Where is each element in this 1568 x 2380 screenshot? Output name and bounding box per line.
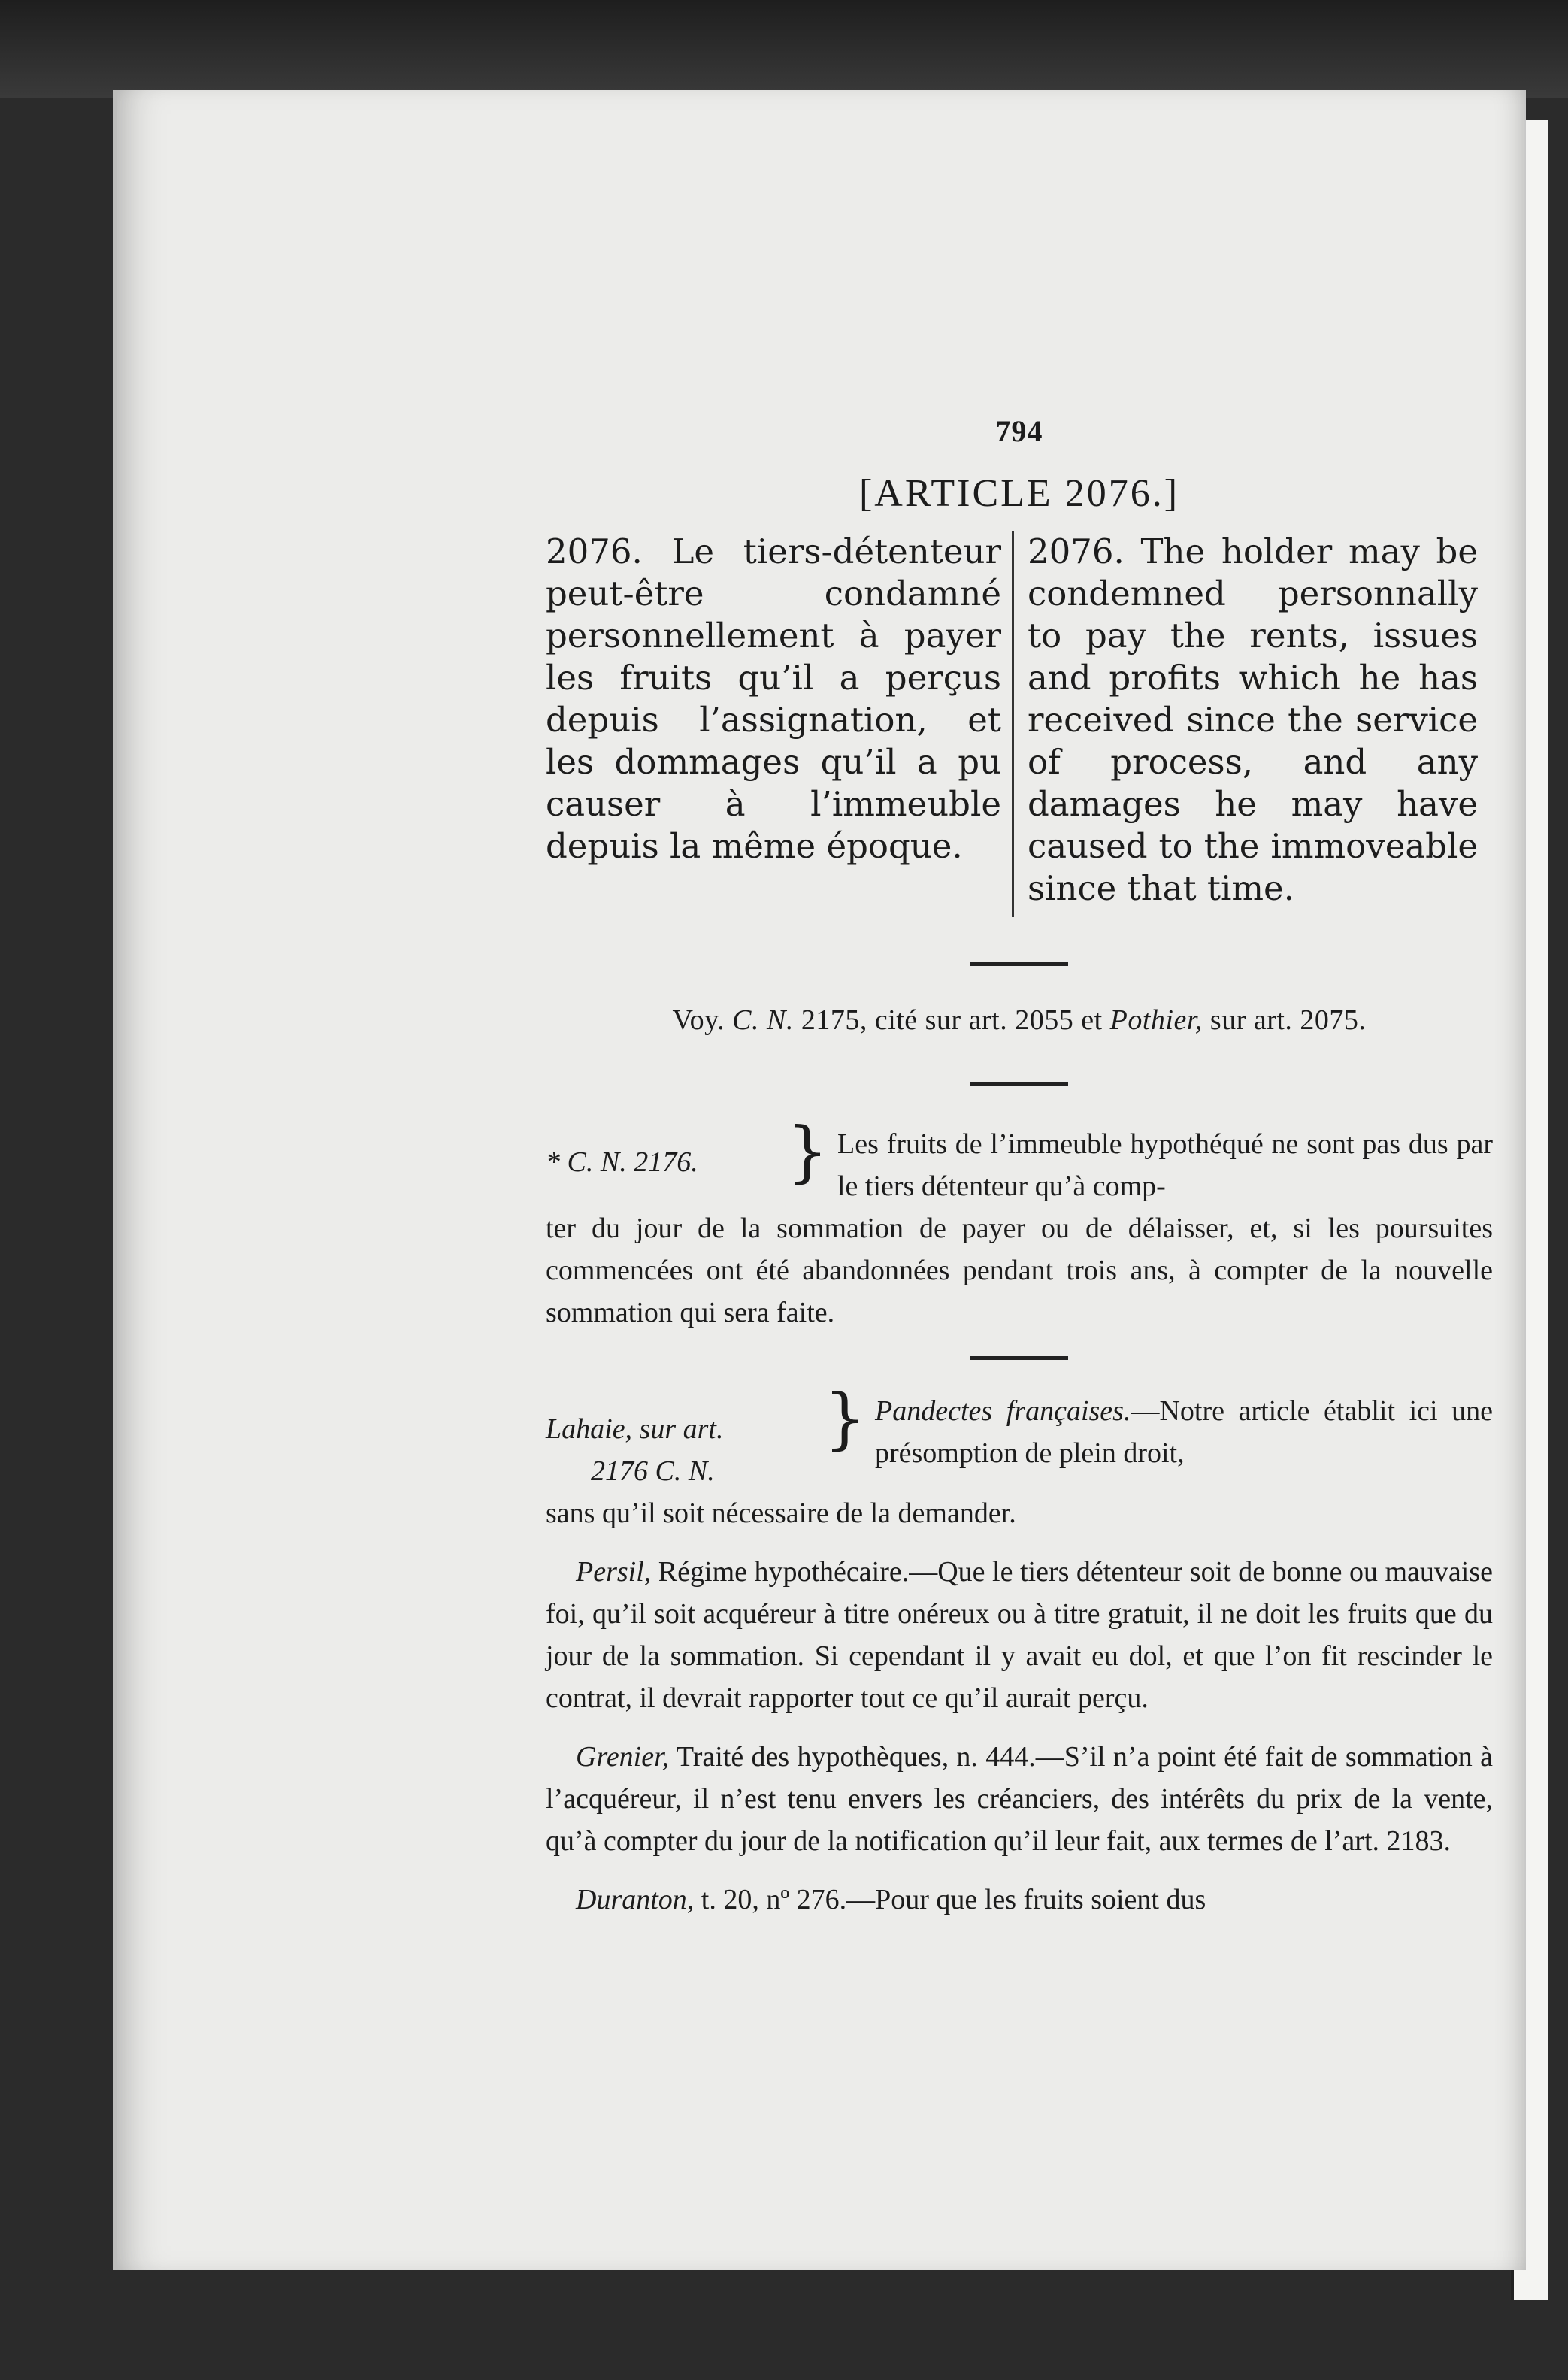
persil-paragraph — [546, 1551, 1493, 1719]
lahaie-ref-line2: 2176 C. N. — [591, 1455, 715, 1487]
french-text: 2076. Le tiers-détenteur peut-être condamné personnellement à payer les fruits qu’il a perçus depuis l’assignation, et les dommages qu’il a pu causer à l’immeuble depuis la même époque. — [546, 531, 1001, 866]
code-napoleon-note — [546, 1113, 1493, 1334]
note-continuation: ter du jour de la sommation de payer ou de délaisser, et, si les poursuites commencées ont été abandonnées pendant trois ans, à compter de la nouvelle sommation qui sera faite. — [546, 1213, 1493, 1328]
note-reference: * C. N. 2176. — [546, 1146, 698, 1178]
scan-border-top — [0, 0, 1568, 98]
voy-text-2: sur art. 2075. — [1209, 1004, 1367, 1036]
voy-text-1: 2175, cité sur art. 2055 et — [801, 1004, 1103, 1036]
lahaie-source: Pandectes françaises. — [875, 1395, 1131, 1427]
commentary-section — [546, 1379, 1493, 1921]
voy-ref-pothier: Pothier, — [1109, 1004, 1203, 1036]
duranton-paragraph — [546, 1879, 1493, 1921]
lahaie-text: —Notre article établit ici une présomption de plein droit, — [875, 1395, 1493, 1469]
note-first-lines: Les fruits de l’immeuble hypothéqué ne sont pas dus par le tiers détenteur qu’à comp- — [837, 1128, 1493, 1202]
lahaie-first-lines — [875, 1390, 1493, 1474]
english-text: 2076. The holder may be condemned personnally to pay the rents, issues and profits which he has received since the service of process, and any damages he may have caused to the immoveable since that time. — [1012, 531, 1478, 917]
voy-reference — [546, 1004, 1493, 1037]
persil-text: Régime hypothécaire.—Que le tiers détenteur soit de bonne ou mauvaise foi, qu’il soit acquéreur à titre onéreux ou à titre gratuit, il ne doit les fruits que du jour de la sommation. Si cependant il y avait eu dol, et que l’on fit rescinder le contrat, il devrait rapporter tout ce qu’il aurait perçu. — [546, 1556, 1493, 1714]
section-divider — [970, 1356, 1068, 1360]
page-number: 794 — [995, 414, 1043, 448]
lahaie-ref-line1: Lahaie, sur art. — [546, 1413, 724, 1445]
section-divider — [970, 962, 1068, 966]
grenier-author: Grenier, — [576, 1741, 670, 1773]
duranton-text: t. 20, nº 276.—Pour que les fruits soient dus — [701, 1884, 1206, 1915]
article-heading: [ARTICLE 2076.] — [858, 472, 1180, 515]
lahaie-reference — [546, 1390, 824, 1492]
article-columns — [546, 531, 1493, 917]
brace-glyph: } — [824, 1379, 866, 1457]
grenier-paragraph — [546, 1736, 1493, 1862]
lahaie-continuation: sans qu’il soit nécessaire de la demander. — [546, 1497, 1016, 1529]
duranton-author: Duranton, — [576, 1884, 695, 1915]
brace-glyph: } — [786, 1113, 828, 1190]
section-divider — [970, 1082, 1068, 1086]
voy-prefix: Voy. — [672, 1004, 725, 1036]
grenier-text: Traité des hypothèques, n. 444.—S’il n’a point été fait de sommation à l’acquéreur, il n’est tenu envers les créanciers, des intérêts du prix de la vente, qu’à compter du jour de la notification qu’il leur fait, aux termes de l’art. 2183. — [546, 1741, 1493, 1857]
page-content — [546, 413, 1493, 1921]
voy-ref-code: C. N. — [732, 1004, 794, 1036]
book-page — [113, 90, 1526, 2270]
persil-author: Persil, — [576, 1556, 652, 1588]
